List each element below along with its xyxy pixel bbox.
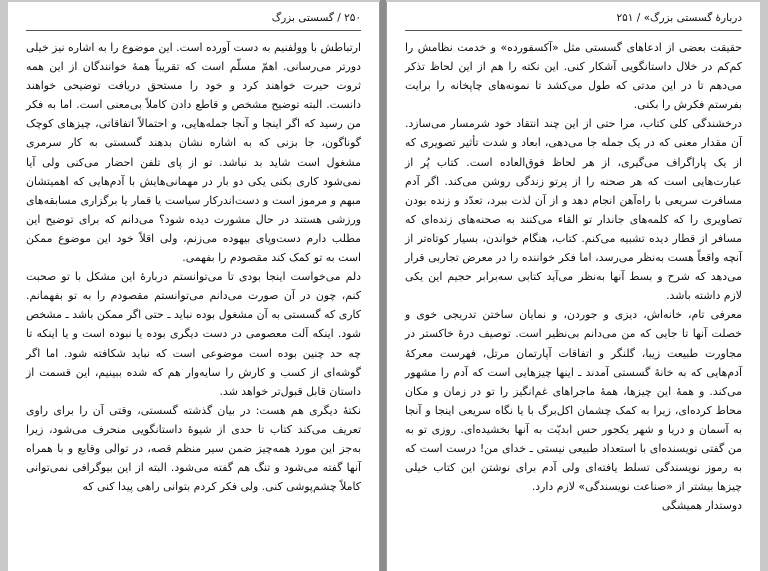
right-page: [386, 2, 760, 571]
left-page-header: ۲۵۰ / گسستی بزرگ: [26, 8, 361, 31]
right-paragraph-2: درخشندگی کلی کتاب، مرا حتی از این چند انتقاد خود شرمسار می‌سازد. آن مقدار معنی که در یک جمله جا می‌دهی، ابعاد و شدت تأثیر تصویری که از یک پاراگراف می‌گیری، از هر لحاظ فوق‌العاده است. کتاب پُر از عبارت‌هایی است که هر صحنه را از پرتو زندگی روشن می‌کند. اگر آدم مسافرت سریعی با راه‌آهن انجام دهد و از آن لذت ببرد، تعدّد و زنده بودن تصاویری را که کلمه‌های جاندار تو القاء می‌کنند به صحنه‌های زنده‌ای که مسافر از قطار دیده تشبیه می‌کنم. کتاب، هنگام خواندن، بسیار کوتاه‌تر از آنچه واقعاً هست به‌نظر می‌رسد، اما فکر خواننده را در معرض تجاربی قرار می‌دهد که شرح و بسط آنها به‌نظر می‌آید کتابی سه‌برابر حجیم این یکی لازم داشته باشد.: [405, 117, 742, 303]
left-paragraph-1: ارتباطش با وولفنیم به دست آورده است. این موضوع را به اشاره نیز خیلی دورتر می‌رسانی. اهمّ مسلّم است که تقریباً همهٔ خوانندگان از این همه ثروت حیرت خواهند کرد و خود را مستحق دریافت توضیحی خواهند دانست. البته توضیح مشخص و قاطع دادن کاملاً بی‌معنی است. اما به فکر من رسید که اگر اینجا و آنجا جمله‌هایی، و احتمالاً اتفاقاتی، چیزهای کوچک گوناگون، جا بزنی که به اشاره نشان بدهند گسستی به کار سرمری مشغول است شاید بد نباشد. تو از پای تلفن احضار می‌کنی ولی آیا نمی‌شود کاری بکنی یکی دو بار در مهمانی‌هایش با آدم‌هایی که اهمیتشان مبهم و مرموز است و دست‌اندرکار سیاست یا قمار یا برگزاری مسابقه‌های ورزشی هستند در حال مشورت دیده شود؟ می‌دانم که برای توضیح این مطلب دارم دست‌وپای بیهوده می‌زنم، ولی اقلاً خود این موضوع ممکن است به تو کمک کند مقصودم را بفهمی.: [26, 41, 361, 265]
left-page-body: [26, 38, 361, 565]
right-page-body: [405, 38, 742, 565]
signature: دوستدار همیشگی: [661, 499, 742, 513]
left-page: [8, 2, 380, 571]
right-paragraph-3: معرفی تام، خانه‌اش، دیزی و جوردن، و نمایان ساختن تدریجی خوی و خصلت آنها تا جایی که من می‌دانم بی‌نظیر است. توصیف درهٔ خاکستر در مجاورت طبیعت زیبا، گلنگر و اتفاقات آپارتمان مرتل، فهرست معرکهٔ آدم‌هایی که به خانهٔ گسستی آمدند ـ اینها چیزهایی است که آدم را مشهور می‌کند. و همهٔ این چیزها، همهٔ ماجراهای غم‌انگیز را تو در زمان و مکان محاط کرده‌ای، زیرا به کمک چشمان اکل‌برگ با یا نگاه سریعی اینجا و آنجا به آسمان و دریا و شهر یکجور حس ابدیّت به آنها بخشیده‌ای. روزی تو به من گفتی نویسنده‌ای با استعداد طبیعی نیستی ـ خدای من! درست است که به رموز نویسندگی تسلط یافته‌ای ولی آدم برای نوشتن این کتاب خیلی چیزها بیشتر از «صناعت نویسندگی» لازم دارد.: [405, 308, 742, 494]
right-page-header: دربارهٔ گسستی بزرگ» / ۲۵۱: [405, 8, 742, 31]
left-paragraph-2: دلم می‌خواست اینجا بودی تا می‌توانستم دربارهٔ این مشکل با تو صحبت کنم، چون در آن صورت می‌دانم می‌توانستم مقصودم را به تو بفهمانم. کاری که گسستی به آن مشغول بوده نباید ـ حتی اگر ممکن باشد ـ مشخص شود. اینکه آلت معصومی در دست دیگری بوده یا نبوده است و یا اینکه تا چه حد چنین بوده است موضوعی است که نباید شکافته شود. اما اگر گوشه‌ای از کسب و کارش را سایه‌وار هم که شده ببینیم، این قسمت از داستان قابل قبول‌تر خواهد شد.: [26, 270, 361, 398]
left-paragraph-3: نکتهٔ دیگری هم هست: در بیان گذشته گسستی، وقتی آن را برای راوی تعریف می‌کند کتاب تا حدی از شیوهٔ داستانگویی منحرف می‌شود، زیرا به‌جز این مورد همه‌چیز ضمن سیر منظم قصه، در توالی وقایع و با همراه آنها گفته می‌شود و تنگ هم گفته می‌شود. البته از این بیوگرافی نمی‌توانی کاملاً چشم‌پوشی کنی. ولی فکر کردم بتوانی راهی پیدا کنی که: [26, 403, 361, 494]
right-paragraph-1: حقیقت بعضی از ادعاهای گسستی مثل «آکسفورده» و خدمت نظامش را کم‌کم در خلال داستانگویی آشکار کنی. این نکته را هم از این لحاظ تذکر می‌دهم تا در این مدتی که طول می‌کشد تا نمونه‌های چاپخانه را برایت بفرستم فکرش را بکنی.: [405, 41, 742, 112]
